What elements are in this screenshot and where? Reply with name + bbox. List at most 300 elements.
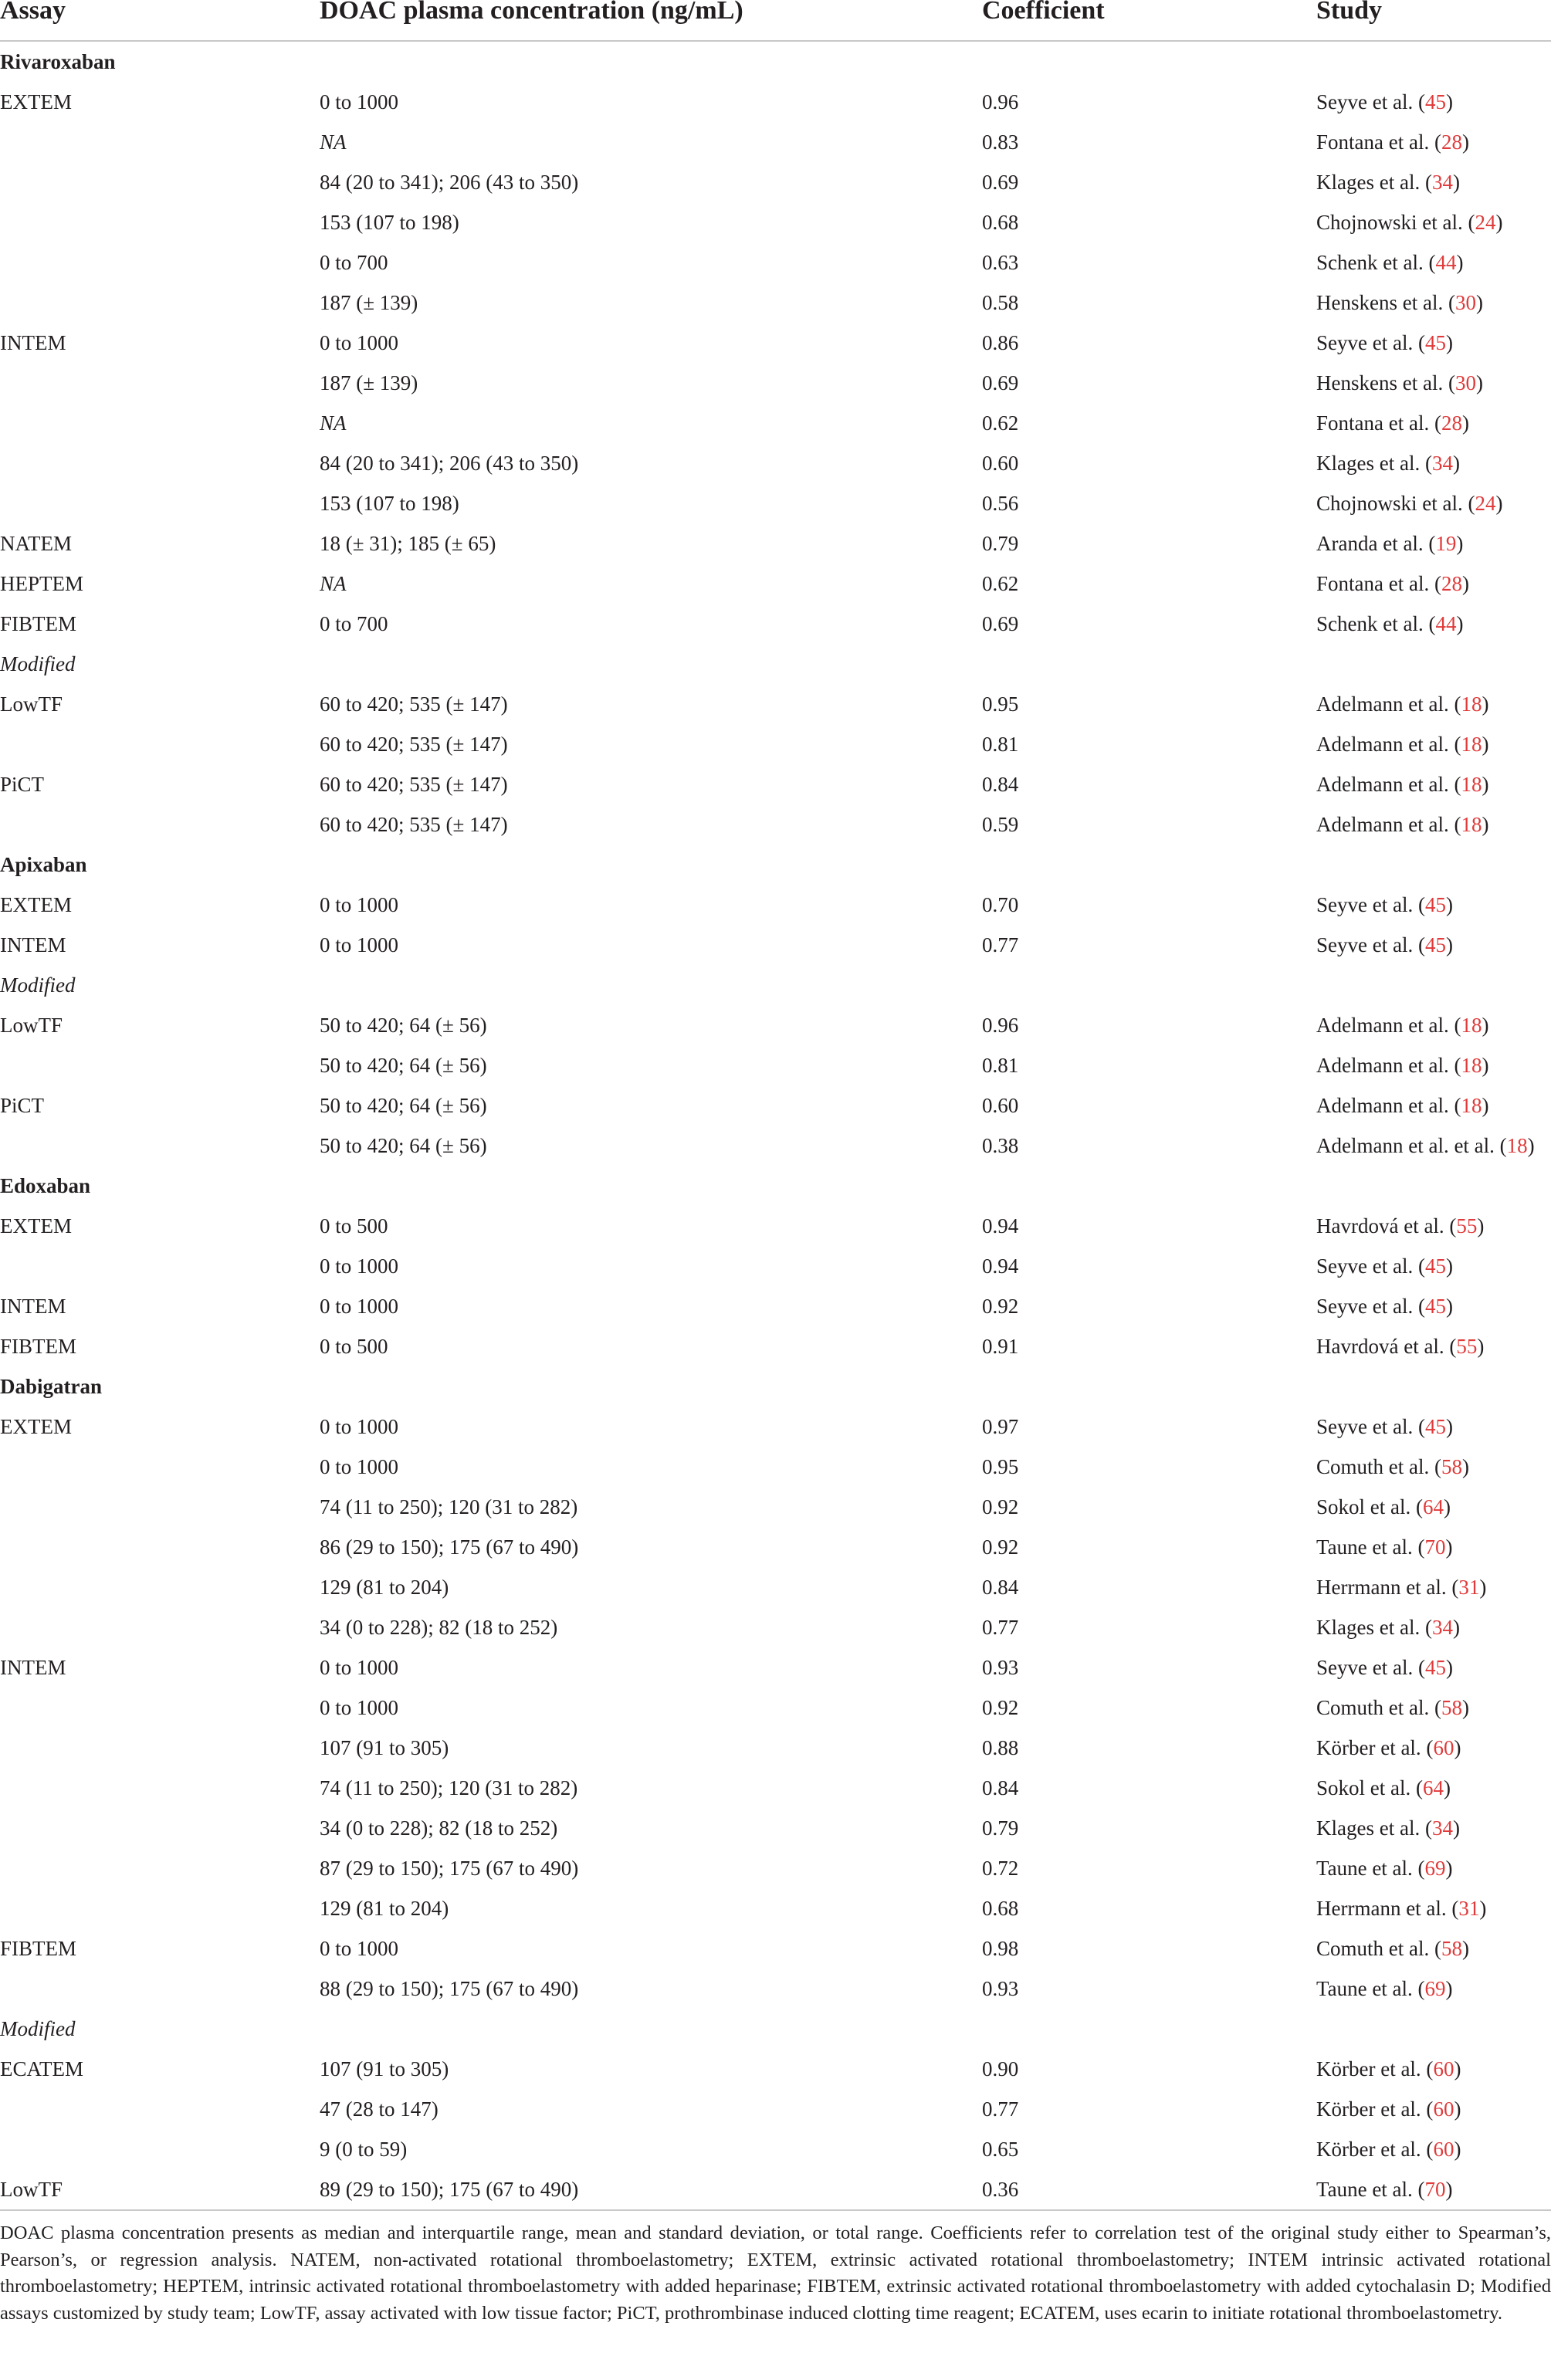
study-close-paren: ) <box>1454 1736 1461 1759</box>
table-footnote: DOAC plasma concentration presents as median and interquartile range, mean and standard deviation, or total range. Coefficients refer to correlation test of the original study either to Spearman’s, Pearson’s, or regression analysis. NATEM, non-activated rotational thromboelastometry; EXTEM, extrinsic activated rotational thromboelastometry; INTEM intrinsic activated rotational thromboelastometry; HEPTEM, intrinsic activated rotational thromboelastometry with added heparinase; FIBTEM, extrinsic activated rotational thromboelastometry with added cytochalasin D; Modified assays customized by study team; LowTF, assay activated with low tissue factor; PiCT, prothrombinase induced clotting time reagent; ECATEM, uses ecarin to initiate rotational thromboelastometry. <box>0 2223 1551 2324</box>
drug-name: Rivaroxaban <box>0 50 116 73</box>
study-close-paren: ) <box>1495 211 1503 234</box>
reference-number[interactable]: 18 <box>1461 773 1482 796</box>
coefficient-cell: 0.86 <box>982 331 1019 354</box>
study-cell <box>1316 249 1463 276</box>
coefficient-cell: 0.65 <box>982 2138 1019 2161</box>
table-row <box>0 1126 1551 1166</box>
coefficient-cell: 0.36 <box>982 2178 1019 2201</box>
study-author: Klages et al. ( <box>1316 171 1432 194</box>
study-author: Klages et al. ( <box>1316 452 1432 475</box>
study-close-paren: ) <box>1482 692 1489 716</box>
reference-number[interactable]: 24 <box>1475 492 1496 515</box>
section-row <box>0 1166 1551 1206</box>
study-author: Taune et al. ( <box>1316 1535 1425 1559</box>
concentration-cell: 18 (± 31); 185 (± 65) <box>320 532 496 555</box>
study-close-paren: ) <box>1477 1335 1485 1358</box>
table-row <box>0 2049 1551 2089</box>
concentration-cell: 74 (11 to 250); 120 (31 to 282) <box>320 1495 578 1518</box>
study-close-paren: ) <box>1445 1295 1453 1318</box>
coefficient-cell: 0.59 <box>982 813 1019 836</box>
table-row <box>0 363 1551 403</box>
study-cell <box>1316 369 1483 397</box>
reference-number[interactable]: 44 <box>1435 251 1457 274</box>
study-cell <box>1316 530 1463 557</box>
table-row <box>0 1888 1551 1928</box>
study-close-paren: ) <box>1475 371 1483 394</box>
study-author: Adelmann et al. ( <box>1316 773 1461 796</box>
reference-number[interactable]: 31 <box>1458 1576 1480 1599</box>
reference-number[interactable]: 18 <box>1461 1054 1482 1077</box>
study-close-paren: ) <box>1445 1535 1453 1559</box>
coefficient-cell: 0.83 <box>982 130 1019 154</box>
study-close-paren: ) <box>1445 331 1453 354</box>
reference-number[interactable]: 60 <box>1433 2138 1454 2161</box>
reference-number[interactable]: 55 <box>1456 1335 1478 1358</box>
study-cell <box>1316 1774 1451 1802</box>
study-close-paren: ) <box>1456 532 1464 555</box>
study-cell <box>1316 1814 1460 1842</box>
study-close-paren: ) <box>1479 1576 1487 1599</box>
study-close-paren: ) <box>1452 1616 1460 1639</box>
reference-number[interactable]: 28 <box>1441 130 1462 154</box>
study-cell <box>1316 1292 1453 1320</box>
study-cell <box>1316 1734 1461 1762</box>
study-cell <box>1316 1332 1484 1360</box>
assay-cell: INTEM <box>0 1656 66 1679</box>
coefficient-cell: 0.91 <box>982 1335 1019 1358</box>
concentration-cell: 34 (0 to 228); 82 (18 to 252) <box>320 1816 558 1840</box>
coefficient-cell: 0.88 <box>982 1736 1019 1759</box>
table-row <box>0 202 1551 242</box>
study-cell <box>1316 1051 1488 1079</box>
study-author: Herrmann et al. ( <box>1316 1576 1459 1599</box>
concentration-cell: 60 to 420; 535 (± 147) <box>320 773 508 796</box>
coefficient-cell: 0.96 <box>982 1014 1019 1037</box>
table-row <box>0 2089 1551 2129</box>
study-close-paren: ) <box>1445 1977 1453 2000</box>
study-author: Havrdová et al. ( <box>1316 1214 1457 1237</box>
section-row <box>0 42 1551 82</box>
reference-number[interactable]: 45 <box>1424 1295 1446 1318</box>
coefficient-cell: 0.77 <box>982 2097 1019 2121</box>
study-close-paren: ) <box>1454 2097 1461 2121</box>
study-author: Taune et al. ( <box>1316 2178 1425 2201</box>
coefficient-cell: 0.94 <box>982 1254 1019 1278</box>
coefficient-cell: 0.62 <box>982 411 1019 435</box>
study-author: Körber et al. ( <box>1316 1736 1434 1759</box>
concentration-cell: 84 (20 to 341); 206 (43 to 350) <box>320 452 579 475</box>
reference-number[interactable]: 60 <box>1433 1736 1454 1759</box>
subsection-label: Modified <box>0 2017 76 2040</box>
reference-number[interactable]: 69 <box>1424 1977 1446 2000</box>
study-cell <box>1316 1132 1535 1160</box>
subsection-label: Modified <box>0 652 76 675</box>
reference-number[interactable]: 30 <box>1454 291 1476 314</box>
assay-cell: EXTEM <box>0 1214 72 1237</box>
reference-number[interactable]: 28 <box>1441 572 1462 595</box>
reference-number[interactable]: 45 <box>1424 331 1446 354</box>
study-author: Aranda et al. ( <box>1316 532 1436 555</box>
table-row <box>0 925 1551 965</box>
study-cell <box>1316 811 1488 838</box>
table-row <box>0 1688 1551 1728</box>
concentration-cell: 50 to 420; 64 (± 56) <box>320 1014 487 1037</box>
reference-number[interactable]: 28 <box>1441 411 1462 435</box>
study-cell <box>1316 329 1453 357</box>
coefficient-cell: 0.84 <box>982 1576 1019 1599</box>
study-close-paren: ) <box>1443 1776 1451 1799</box>
reference-number[interactable]: 34 <box>1431 171 1453 194</box>
assay-cell: INTEM <box>0 1295 66 1318</box>
coefficient-cell: 0.92 <box>982 1696 1019 1719</box>
assay-cell: EXTEM <box>0 893 72 916</box>
coefficient-cell: 0.95 <box>982 1455 1019 1478</box>
coefficient-cell: 0.62 <box>982 572 1019 595</box>
study-author: Sokol et al. ( <box>1316 1495 1423 1518</box>
coefficient-cell: 0.96 <box>982 90 1019 113</box>
study-cell <box>1316 1613 1460 1641</box>
coefficient-cell: 0.81 <box>982 733 1019 756</box>
coefficient-cell: 0.60 <box>982 452 1019 475</box>
table-row <box>0 1286 1551 1326</box>
concentration-cell: 0 to 1000 <box>320 1415 399 1438</box>
study-close-paren: ) <box>1445 1415 1453 1438</box>
study-author: Chojnowski et al. ( <box>1316 211 1475 234</box>
table-row <box>0 403 1551 443</box>
study-author: Fontana et al. ( <box>1316 411 1441 435</box>
concentration-cell: 107 (91 to 305) <box>320 2057 449 2080</box>
study-close-paren: ) <box>1482 1054 1489 1077</box>
study-cell <box>1316 1092 1488 1119</box>
coefficient-cell: 0.69 <box>982 371 1019 394</box>
table-row <box>0 1567 1551 1607</box>
coefficient-cell: 0.90 <box>982 2057 1019 2080</box>
table-row <box>0 564 1551 604</box>
table-row <box>0 1487 1551 1527</box>
concentration-cell: 86 (29 to 150); 175 (67 to 490) <box>320 1535 579 1559</box>
coefficient-cell: 0.70 <box>982 893 1019 916</box>
reference-number[interactable]: 60 <box>1433 2097 1454 2121</box>
study-author: Seyve et al. ( <box>1316 90 1425 113</box>
study-close-paren: ) <box>1445 2178 1453 2201</box>
study-author: Fontana et al. ( <box>1316 130 1441 154</box>
reference-number[interactable]: 34 <box>1431 1816 1453 1840</box>
header-concentration: DOAC plasma concentration (ng/mL) <box>320 0 743 25</box>
concentration-cell: 0 to 1000 <box>320 1696 399 1719</box>
table-row <box>0 122 1551 162</box>
study-close-paren: ) <box>1461 1455 1469 1478</box>
assay-cell: PiCT <box>0 773 45 796</box>
study-close-paren: ) <box>1461 1937 1469 1960</box>
coefficient-cell: 0.79 <box>982 1816 1019 1840</box>
study-cell <box>1316 409 1469 437</box>
table-row <box>0 885 1551 925</box>
coefficient-cell: 0.60 <box>982 1094 1019 1117</box>
reference-number[interactable]: 45 <box>1424 893 1446 916</box>
assay-cell: LowTF <box>0 2178 63 2201</box>
concentration-cell: 0 to 1000 <box>320 90 399 113</box>
study-cell <box>1316 2135 1461 2163</box>
drug-name: Edoxaban <box>0 1174 91 1197</box>
study-author: Comuth et al. ( <box>1316 1937 1441 1960</box>
table-row <box>0 82 1551 122</box>
reference-number[interactable]: 45 <box>1424 1254 1446 1278</box>
footnote-divider <box>0 2209 1551 2211</box>
study-close-paren: ) <box>1445 90 1453 113</box>
study-author: Seyve et al. ( <box>1316 1656 1425 1679</box>
study-author: Comuth et al. ( <box>1316 1455 1441 1478</box>
study-close-paren: ) <box>1482 733 1489 756</box>
reference-number[interactable]: 44 <box>1435 612 1457 635</box>
study-cell <box>1316 1453 1469 1481</box>
assay-cell: LowTF <box>0 1014 63 1037</box>
study-cell <box>1316 1975 1453 2003</box>
coefficient-cell: 0.94 <box>982 1214 1019 1237</box>
coefficient-cell: 0.79 <box>982 532 1019 555</box>
assay-cell: EXTEM <box>0 90 72 113</box>
reference-number[interactable]: 58 <box>1441 1696 1462 1719</box>
study-close-paren: ) <box>1461 1696 1469 1719</box>
table-row <box>0 1768 1551 1808</box>
table-row <box>0 1808 1551 1848</box>
study-close-paren: ) <box>1482 1014 1489 1037</box>
coefficient-cell: 0.92 <box>982 1535 1019 1559</box>
assay-cell: LowTF <box>0 692 63 716</box>
concentration-cell: 0 to 500 <box>320 1335 388 1358</box>
study-author: Henskens et al. ( <box>1316 371 1455 394</box>
reference-number[interactable]: 18 <box>1461 733 1482 756</box>
study-author: Fontana et al. ( <box>1316 572 1441 595</box>
study-cell <box>1316 1493 1451 1521</box>
coefficient-cell: 0.77 <box>982 1616 1019 1639</box>
study-close-paren: ) <box>1454 2057 1461 2080</box>
concentration-cell: 0 to 1000 <box>320 893 399 916</box>
reference-number[interactable]: 45 <box>1424 1415 1446 1438</box>
study-author: Taune et al. ( <box>1316 1857 1425 1880</box>
study-close-paren: ) <box>1461 572 1469 595</box>
concentration-cell: 107 (91 to 305) <box>320 1736 449 1759</box>
header-study: Study <box>1316 0 1383 25</box>
reference-number[interactable]: 34 <box>1431 452 1453 475</box>
concentration-cell: 60 to 420; 535 (± 147) <box>320 733 508 756</box>
study-cell <box>1316 208 1502 236</box>
study-author: Klages et al. ( <box>1316 1816 1432 1840</box>
concentration-cell: 153 (107 to 198) <box>320 211 459 234</box>
study-close-paren: ) <box>1445 933 1453 956</box>
table-row <box>0 1848 1551 1888</box>
concentration-cell: 87 (29 to 150); 175 (67 to 490) <box>320 1857 579 1880</box>
assay-cell: EXTEM <box>0 1415 72 1438</box>
concentration-cell: 60 to 420; 535 (± 147) <box>320 692 508 716</box>
study-cell <box>1316 1212 1484 1240</box>
assay-cell: FIBTEM <box>0 1937 77 1960</box>
concentration-cell: 0 to 700 <box>320 251 388 274</box>
study-author: Seyve et al. ( <box>1316 1295 1425 1318</box>
table-row <box>0 1005 1551 1045</box>
coefficient-cell: 0.72 <box>982 1857 1019 1880</box>
concentration-cell: 129 (81 to 204) <box>320 1576 449 1599</box>
reference-number[interactable]: 55 <box>1456 1214 1478 1237</box>
table-row <box>0 1246 1551 1286</box>
table-row <box>0 1085 1551 1126</box>
reference-number[interactable]: 18 <box>1461 813 1482 836</box>
table-row <box>0 724 1551 764</box>
study-cell <box>1316 88 1453 116</box>
study-close-paren: ) <box>1479 1897 1487 1920</box>
reference-number[interactable]: 31 <box>1458 1897 1480 1920</box>
study-close-paren: ) <box>1461 130 1469 154</box>
table-row <box>0 523 1551 564</box>
table-body <box>0 42 1551 2209</box>
subsection-label: Modified <box>0 973 76 997</box>
concentration-cell: 187 (± 139) <box>320 291 418 314</box>
study-cell <box>1316 449 1460 477</box>
study-author: Adelmann et al. ( <box>1316 733 1461 756</box>
reference-number[interactable]: 64 <box>1422 1776 1444 1799</box>
assay-cell: FIBTEM <box>0 612 77 635</box>
table-row <box>0 1407 1551 1447</box>
coefficient-cell: 0.84 <box>982 1776 1019 1799</box>
coefficient-cell: 0.93 <box>982 1656 1019 1679</box>
study-cell <box>1316 1533 1453 1561</box>
coefficient-cell: 0.95 <box>982 692 1019 716</box>
assay-cell: ECATEM <box>0 2057 83 2080</box>
reference-number[interactable]: 58 <box>1441 1937 1462 1960</box>
study-author: Herrmann et al. ( <box>1316 1897 1459 1920</box>
study-close-paren: ) <box>1475 291 1483 314</box>
study-cell <box>1316 730 1488 758</box>
study-close-paren: ) <box>1445 1857 1453 1880</box>
reference-number[interactable]: 18 <box>1506 1134 1528 1157</box>
assay-cell: FIBTEM <box>0 1335 77 1358</box>
study-cell <box>1316 1694 1469 1722</box>
reference-number[interactable]: 64 <box>1422 1495 1444 1518</box>
study-close-paren: ) <box>1452 171 1460 194</box>
study-author: Seyve et al. ( <box>1316 331 1425 354</box>
table-row <box>0 1647 1551 1688</box>
study-cell <box>1316 1935 1469 1962</box>
table-row <box>0 283 1551 323</box>
reference-number[interactable]: 45 <box>1424 933 1446 956</box>
table-row <box>0 1206 1551 1246</box>
concentration-cell: 74 (11 to 250); 120 (31 to 282) <box>320 1776 578 1799</box>
reference-number[interactable]: 70 <box>1424 1535 1446 1559</box>
study-cell <box>1316 1413 1453 1441</box>
coefficient-cell: 0.92 <box>982 1495 1019 1518</box>
concentration-cell: 88 (29 to 150); 175 (67 to 490) <box>320 1977 579 2000</box>
table-row <box>0 1447 1551 1487</box>
concentration-cell: 0 to 1000 <box>320 1656 399 1679</box>
study-cell <box>1316 891 1453 919</box>
study-author: Seyve et al. ( <box>1316 1415 1425 1438</box>
study-author: Körber et al. ( <box>1316 2057 1434 2080</box>
reference-number[interactable]: 18 <box>1461 1094 1482 1117</box>
reference-number[interactable]: 18 <box>1461 692 1482 716</box>
coefficient-cell: 0.68 <box>982 211 1019 234</box>
study-cell <box>1316 289 1483 317</box>
study-cell <box>1316 1654 1453 1681</box>
coefficient-cell: 0.69 <box>982 171 1019 194</box>
concentration-cell: 187 (± 139) <box>320 371 418 394</box>
reference-number[interactable]: 70 <box>1424 2178 1446 2201</box>
study-cell <box>1316 690 1488 718</box>
study-author: Körber et al. ( <box>1316 2097 1434 2121</box>
study-cell <box>1316 489 1502 517</box>
study-author: Sokol et al. ( <box>1316 1776 1423 1799</box>
reference-number[interactable]: 19 <box>1435 532 1457 555</box>
study-author: Adelmann et al. ( <box>1316 692 1461 716</box>
concentration-cell: 153 (107 to 198) <box>320 492 459 515</box>
coefficient-cell: 0.68 <box>982 1897 1019 1920</box>
study-author: Seyve et al. ( <box>1316 933 1425 956</box>
reference-number[interactable]: 24 <box>1475 211 1496 234</box>
assay-cell: PiCT <box>0 1094 45 1117</box>
study-close-paren: ) <box>1445 1656 1453 1679</box>
study-author: Henskens et al. ( <box>1316 291 1455 314</box>
reference-number[interactable]: 34 <box>1431 1616 1453 1639</box>
concentration-cell: 50 to 420; 64 (± 56) <box>320 1094 487 1117</box>
concentration-cell: NA <box>320 572 347 595</box>
concentration-cell: NA <box>320 130 347 154</box>
header-assay: Assay <box>0 0 66 25</box>
table-row <box>0 323 1551 363</box>
reference-number[interactable]: 60 <box>1433 2057 1454 2080</box>
coefficient-cell: 0.58 <box>982 291 1019 314</box>
reference-number[interactable]: 69 <box>1424 1857 1446 1880</box>
reference-number[interactable]: 18 <box>1461 1014 1482 1037</box>
study-cell <box>1316 1573 1486 1601</box>
table-row <box>0 1969 1551 2009</box>
reference-number[interactable]: 45 <box>1424 90 1446 113</box>
table-header <box>0 0 1551 42</box>
study-author: Adelmann et al. ( <box>1316 813 1461 836</box>
coefficient-cell: 0.63 <box>982 251 1019 274</box>
table-row <box>0 764 1551 804</box>
study-cell <box>1316 1854 1453 1882</box>
study-author: Chojnowski et al. ( <box>1316 492 1475 515</box>
study-cell <box>1316 1252 1453 1280</box>
reference-number[interactable]: 58 <box>1441 1455 1462 1478</box>
study-close-paren: ) <box>1443 1495 1451 1518</box>
study-cell <box>1316 570 1469 598</box>
study-close-paren: ) <box>1461 411 1469 435</box>
study-cell <box>1316 2175 1453 2203</box>
coefficient-cell: 0.98 <box>982 1937 1019 1960</box>
study-author: Adelmann et al. et al. ( <box>1316 1134 1507 1157</box>
concentration-cell: 0 to 1000 <box>320 1455 399 1478</box>
concentration-cell: 60 to 420; 535 (± 147) <box>320 813 508 836</box>
subsection-row <box>0 644 1551 684</box>
coefficient-cell: 0.56 <box>982 492 1019 515</box>
study-author: Adelmann et al. ( <box>1316 1014 1461 1037</box>
concentration-cell: 0 to 1000 <box>320 1254 399 1278</box>
table-row <box>0 443 1551 483</box>
assay-cell: NATEM <box>0 532 72 555</box>
study-cell <box>1316 610 1463 638</box>
table-row <box>0 2169 1551 2209</box>
study-close-paren: ) <box>1452 1816 1460 1840</box>
reference-number[interactable]: 30 <box>1454 371 1476 394</box>
study-author: Seyve et al. ( <box>1316 1254 1425 1278</box>
concentration-cell: NA <box>320 411 347 435</box>
concentration-cell: 0 to 700 <box>320 612 388 635</box>
coefficient-cell: 0.97 <box>982 1415 1019 1438</box>
study-cell <box>1316 168 1460 196</box>
study-author: Körber et al. ( <box>1316 2138 1434 2161</box>
study-close-paren: ) <box>1482 773 1489 796</box>
reference-number[interactable]: 45 <box>1424 1656 1446 1679</box>
